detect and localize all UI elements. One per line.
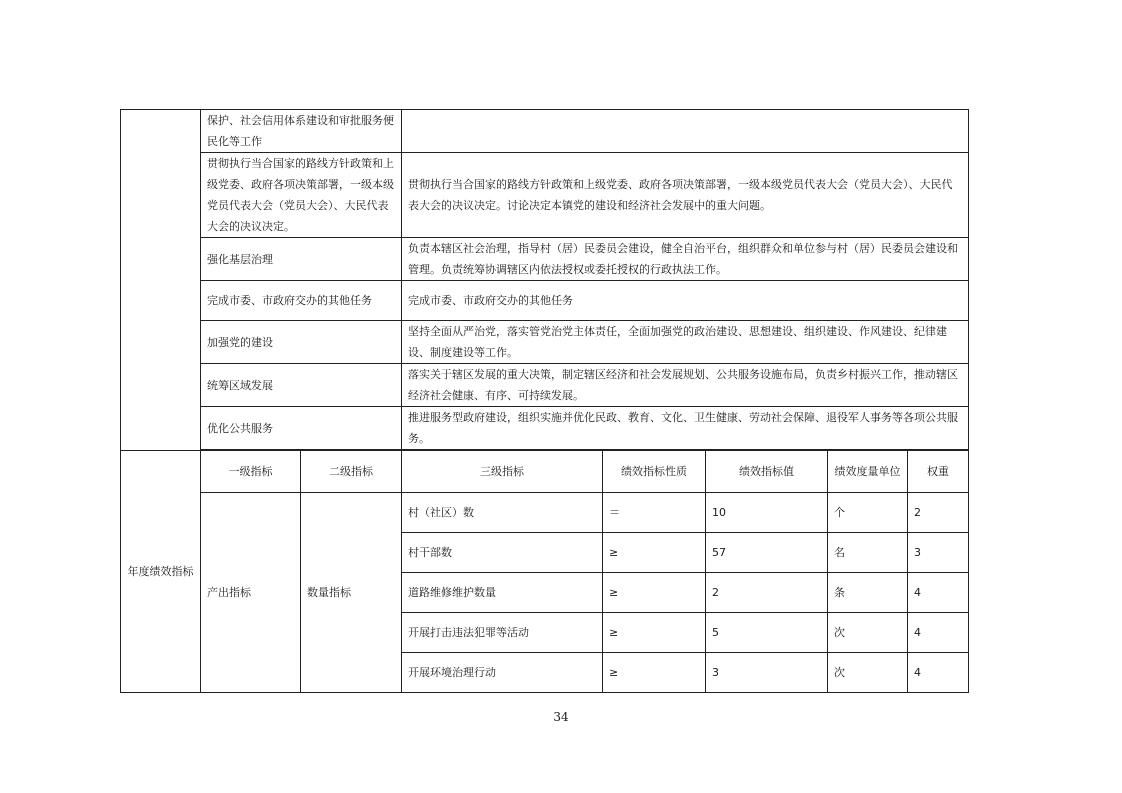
header-nature: 绩效指标性质 [603,451,706,493]
function-row [121,281,969,321]
page-number: 34 [553,710,569,724]
indicator-op: ＝ [603,493,706,533]
indicator-weight: 4 [908,573,969,613]
indicator-weight: 4 [908,653,969,693]
header-level3: 三级指标 [402,451,603,493]
function-description: 落实关于辖区发展的重大决策，制定辖区经济和社会发展规划、公共服务设施布局，负责乡村振兴工作，推动辖区经济社会健康、有序、可持续发展。 [402,364,969,407]
indicator-op: ≥ [603,573,706,613]
indicator-unit: 条 [828,573,908,613]
function-row [121,321,969,364]
indicator-unit: 个 [828,493,908,533]
perf-header-row [121,451,969,493]
indicator-value: 2 [706,573,828,613]
function-row [121,153,969,238]
table-row [121,493,969,533]
perf-section-label: 年度绩效指标 [121,451,201,693]
indicator-op: ≥ [603,613,706,653]
header-weight: 权重 [908,451,969,493]
function-row [121,364,969,407]
function-name: 优化公共服务 [201,407,402,450]
indicator-weight: 4 [908,613,969,653]
function-description: 坚持全面从严治党，落实管党治党主体责任，全面加强党的政治建设、思想建设、组织建设、作风建设、纪律建设、制度建设等工作。 [402,321,969,364]
budget-table [120,109,969,693]
indicator-op: ≥ [603,653,706,693]
header-level1: 一级指标 [201,451,301,493]
indicator-name: 开展打击违法犯罪等活动 [402,613,603,653]
level1-cell: 产出指标 [201,493,301,693]
function-description: 推进服务型政府建设，组织实施并优化民政、教育、文化、卫生健康、劳动社会保障、退役军人事务等各项公共服务。 [402,407,969,450]
indicator-unit: 次 [828,613,908,653]
indicator-value: 3 [706,653,828,693]
indicator-name: 开展环境治理行动 [402,653,603,693]
function-row [121,238,969,281]
indicator-value: 57 [706,533,828,573]
indicator-op: ≥ [603,533,706,573]
function-name: 加强党的建设 [201,321,402,364]
indicator-value: 10 [706,493,828,533]
function-name: 保护、社会信用体系建设和审批服务便民化等工作 [201,110,402,153]
indicator-value: 5 [706,613,828,653]
function-section-label [121,110,201,451]
indicator-unit: 名 [828,533,908,573]
function-row [121,407,969,450]
function-description: 贯彻执行当合国家的路线方针政策和上级党委、政府各项决策部署，一级本级党员代表大会（党员大会）、大民代表大会的决议决定。讨论决定本镇党的建设和经济社会发展中的重大问题。 [402,153,969,238]
level2-cell: 数量指标 [301,493,402,693]
indicator-name: 村（社区）数 [402,493,603,533]
function-name: 贯彻执行当合国家的路线方针政策和上级党委、政府各项决策部署，一级本级党员代表大会（党员大会）、大民代表大会的决议决定。 [201,153,402,238]
function-description: 完成市委、市政府交办的其他任务 [402,281,969,321]
function-row [121,110,969,153]
indicator-unit: 次 [828,653,908,693]
function-name: 强化基层治理 [201,238,402,281]
indicator-name: 道路维修维护数量 [402,573,603,613]
indicator-weight: 2 [908,493,969,533]
function-name: 完成市委、市政府交办的其他任务 [201,281,402,321]
indicator-name: 村干部数 [402,533,603,573]
function-name: 统筹区域发展 [201,364,402,407]
header-unit: 绩效度量单位 [828,451,908,493]
function-description [402,110,969,153]
indicator-weight: 3 [908,533,969,573]
function-description: 负责本辖区社会治理，指导村（居）民委员会建设，健全自治平台，组织群众和单位参与村（居）民委员会建设和管理。负责统筹协调辖区内依法授权或委托授权的行政执法工作。 [402,238,969,281]
header-value: 绩效指标值 [706,451,828,493]
header-level2: 二级指标 [301,451,402,493]
